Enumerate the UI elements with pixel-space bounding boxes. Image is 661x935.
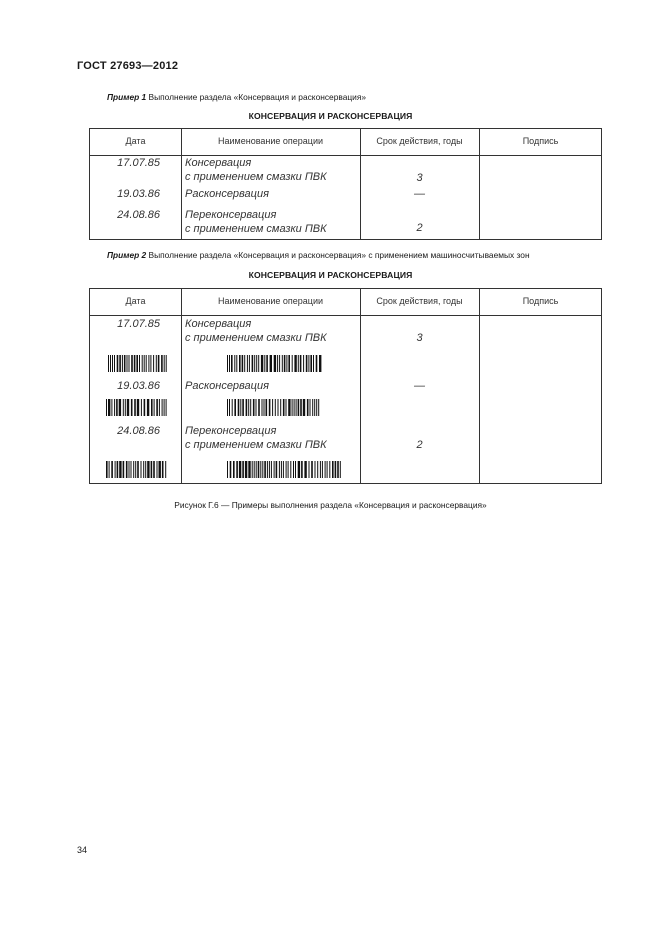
table2-row3-date: 24.08.86 [117,425,160,437]
table2-row1-term: 3 [416,332,423,344]
table2-row3-op-line2: с применением смазки ПВК [185,439,327,451]
table2-row2-op-barcode [227,399,322,416]
table1-row3-date: 24.08.86 [117,209,160,221]
example1-caption [107,92,366,102]
table2-row1-op-barcode [227,355,322,372]
example2-caption-text: Выполнение раздела «Консервация и расконсервация» с применением машиносчитываемых зон [146,250,530,260]
table2-title: КОНСЕРВАЦИЯ И РАСКОНСЕРВАЦИЯ [248,270,413,280]
example2-caption [107,250,530,260]
table1-row3-op-line1: Переконсервация [185,209,277,221]
table1-title: КОНСЕРВАЦИЯ И РАСКОНСЕРВАЦИЯ [248,111,413,121]
table1-header-operation: Наименование операции [218,136,323,146]
document-code: ГОСТ 27693—2012 [77,60,179,72]
table1-row1-op-line1: Консервация [185,157,252,169]
table2-row2-op-line1: Расконсервация [185,380,269,392]
example1-caption-text: Выполнение раздела «Консервация и расконсервация» [146,92,367,102]
table1-header-term: Срок действия, годы [376,136,463,146]
table2-row1-op-line1: Консервация [185,318,252,330]
table1-header-signature: Подпись [522,136,559,146]
table1-row2-term: — [414,188,425,200]
page-number: 34 [77,845,88,855]
table1-row2-date: 19.03.86 [117,188,160,200]
table2-row3-op-barcode [227,461,342,478]
table2-header-term: Срок действия, годы [376,296,463,306]
table1-row1-date: 17.07.85 [117,157,160,169]
table2-header-signature: Подпись [522,296,559,306]
table1-row3-op-line2: с применением смазки ПВК [185,223,327,235]
table1-header-date: Дата [125,136,146,146]
example2-label: Пример 2 [107,250,147,260]
table2-row2-term: — [414,380,425,392]
table1-row2-op-line1: Расконсервация [185,188,269,200]
table2-row3-term: 2 [416,439,423,451]
table1-row1-term: 3 [416,172,423,184]
table2-header-date: Дата [125,296,146,306]
table2-row1-op-line2: с применением смазки ПВК [185,332,327,344]
table1-row1-op-line2: с применением смазки ПВК [185,171,327,183]
table2 [89,288,602,484]
table1-row3-term: 2 [416,222,423,234]
table2-row3-op-line1: Переконсервация [185,425,277,437]
table1 [89,128,602,240]
table2-row3-date-barcode [106,461,168,478]
example1-label: Пример 1 [107,92,147,102]
table2-row1-date: 17.07.85 [117,318,160,330]
figure-caption: Рисунок Г.6 — Примеры выполнения раздела «Консервация и расконсервация» [174,500,487,510]
table2-header-operation: Наименование операции [218,296,323,306]
table2-row1-date-barcode [108,355,168,372]
table2-row2-date: 19.03.86 [117,380,160,392]
table2-row2-date-barcode [106,399,168,416]
